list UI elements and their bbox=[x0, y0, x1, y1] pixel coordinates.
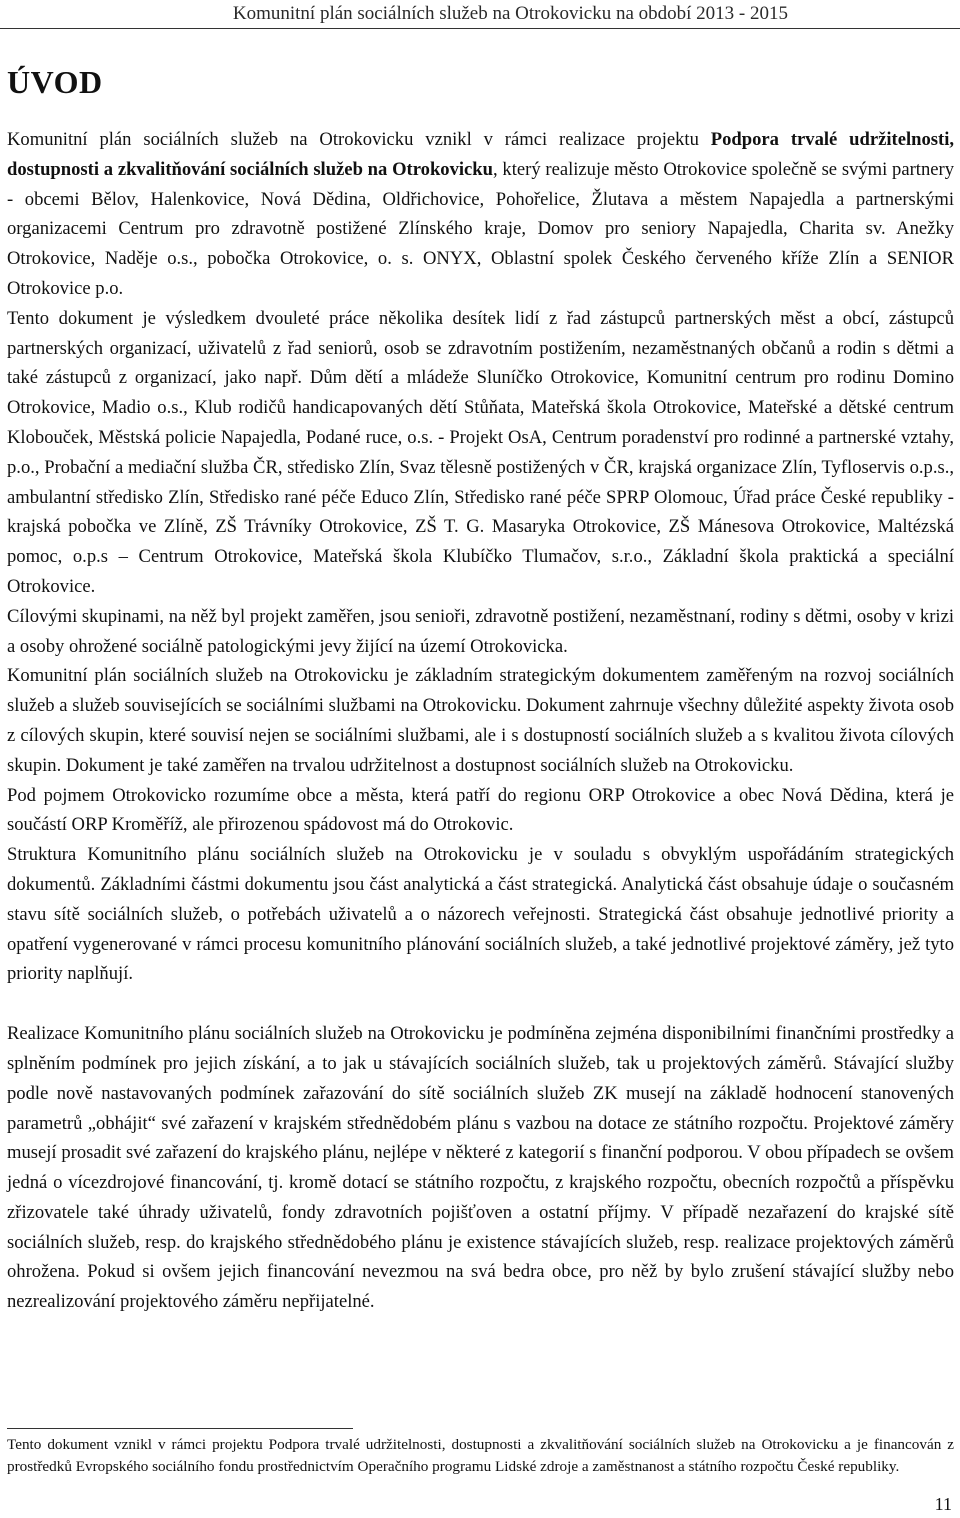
running-header: Komunitní plán sociálních služeb na Otrokovicku na období 2013 - 2015 bbox=[232, 3, 788, 24]
paragraph-strategic-document: Komunitní plán sociálních služeb na Otrokovicku je základním strategickým dokumentem zaměřeným na rozvoj sociálních služeb a služeb souvisejících se sociálními službami na Otrokovicku. Dokument zahrnuje všechny důležité aspekty života osob z cílových skupin, které souvisí nejen se sociálními službami, ale i s dostupností sociálních služeb a s kvalitou života cílových skupin. Dokument je také zaměřen na trvalou udržitelnost a dostupnost sociálních služeb na Otrokovicku. bbox=[7, 665, 954, 776]
header-divider bbox=[0, 28, 960, 29]
paragraph-text: , který realizuje město Otrokovice společně se svými partnery - obcemi Bělov, Halenkovice, Nová Dědina, Oldřichovice, Pohořelice, Žlutava a městem Napajedla a partnerskými organizacemi Centrum pro zdravotně postižené Zlínského kraje, Domov pro seniory Napajedla, Charita sv. Anežky Otrokovice, Naděje o.s., pobočka Otrokovice, o. s. ONYX, Oblastní spolek Českého červeného kříže Zlín a SENIOR Otrokovice p.o. bbox=[7, 158, 955, 299]
footnote-divider bbox=[7, 1428, 353, 1429]
paragraph-text: Komunitní plán sociálních služeb na Otrokovicku vznikl v rámci realizace projektu bbox=[7, 129, 711, 150]
paragraph-structure: Struktura Komunitního plánu sociálních služeb na Otrokovicku je v souladu s obvyklým uspořádáním strategických dokumentů. Základními částmi dokumentu jsou část analytická a část strategická. Analytická část obsahuje údaje o současném stavu sítě sociálních služeb, o potřebách uživatelů a o názorech veřejnosti. Strategická část obsahuje jednotlivé priority a opatření vygenerované v rámci procesu komunitního plánování sociálních služeb, a také jednotlivé projektové záměry, jež tyto priority naplňují. bbox=[7, 844, 954, 985]
paragraph-target-groups: Cílovými skupinami, na něž byl projekt zaměřen, jsou senioři, zdravotně postižení, nezaměstnaní, rodiny s dětmi, osoby v krizi a osoby ohrožené sociálně patologickými jevy žijící na území Otrokovicka. bbox=[7, 605, 954, 657]
paragraph-otrokovicko-definition: Pod pojmem Otrokovicko rozumíme obce a města, která patří do regionu ORP Otrokovice a obec Nová Dědina, která je součástí ORP Kroměříž, ale přirozenou spádovost má do Otrokovic. bbox=[7, 784, 954, 836]
paragraph-contributors: Tento dokument je výsledkem dvouleté práce několika desítek lidí z řad zástupců partnerských měst a obcí, zástupců partnerských organizací, uživatelů z řad seniorů, osob se zdravotním postižením, nezaměstnaných občanů a rodin s dětmi a také zástupců z organizací, jako např. Dům dětí a mládeže Sluníčko Otrokovice, Komunitní centrum pro rodinu Domino Otrokovice, Madio o.s., Klub rodičů handicapovaných dětí Stůňata, Mateřská škola Otrokovice, Mateřské a dětské centrum Klobouček, Městská policie Napajedla, Podané ruce, o.s. - Projekt OsA, Centrum poradenství pro rodinné a partnerské vztahy, p.o., Probační a mediační služba ČR, středisko Zlín, Svaz tělesně postižených v ČR, krajská organizace Zlín, Tyfloservis o.p.s., ambulantní středisko Zlín, Středisko rané péče Educo Zlín, Středisko rané péče SPRP Olomouc, Úřad práce České republiky - krajská pobočka ve Zlíně, ZŠ Trávníky Otrokovice, ZŠ T. G. Masaryka Otrokovice, ZŠ Mánesova Otrokovice, Maltézská pomoc, o.p.s – Centrum Otrokovice, Mateřská škola Klubíčko Tlumačov, s.r.o., Základní škola praktická a speciální Otrokovice. bbox=[7, 307, 954, 597]
page-number: 11 bbox=[934, 1494, 952, 1514]
section-heading: ÚVOD bbox=[7, 64, 103, 100]
section-body bbox=[7, 125, 954, 1317]
footnote: Tento dokument vznikl v rámci projektu Podpora trvalé udržitelnosti, dostupnosti a zkvalitňování sociálních služeb na Otrokovicku a je financován z prostředků Evropského sociálního fondu prostřednictvím Operačního programu Lidské zdroje a zaměstnanost a státního rozpočtu České republiky. bbox=[7, 1436, 954, 1476]
paragraph-financing: Realizace Komunitního plánu sociálních služeb na Otrokovicku je podmíněna zejména disponibilními finančními prostředky a splněním podmínek pro jejich získání, a to jak u stávajících sociálních služeb, tak u projektových záměrů. Stávající služby podle nově nastavovaných podmínek zařazování do sítě sociálních služeb ZK musejí na základě hodnocení stanovených parametrů „obhájit“ své zařazení v krajském střednědobém plánu s vazbou na dotace ze státního rozpočtu. Projektové záměry musejí prosadit své zařazení do krajského plánu, nejlépe v některé z kategorií s finanční podporou. V obou případech se ovšem jedná o vícezdrojové financování, tj. kromě dotací se státního rozpočtu, z krajského rozpočtu, obecních rozpočtů a příspěvku zřizovatele také úhrady uživatelů, fondy zdravotních pojišťoven a ostatní příjmy. V případě nezařazení do krajské sítě sociálních služeb, resp. do krajského střednědobého plánu je existence stávajících služeb, resp. realizace projektových záměrů ohrožena. Pokud si ovšem jejich financování nevezmou na svá bedra obce, pro něž by bylo zrušení stávající služby nebo nezrealizování projektového záměru nepřijatelné. bbox=[7, 1023, 954, 1313]
project-name: Podpora trvalé udržitelnosti, dostupnosti a zkvalitňování sociálních služeb na Otrokovicku bbox=[7, 129, 955, 180]
paragraph-project-intro bbox=[7, 125, 954, 304]
